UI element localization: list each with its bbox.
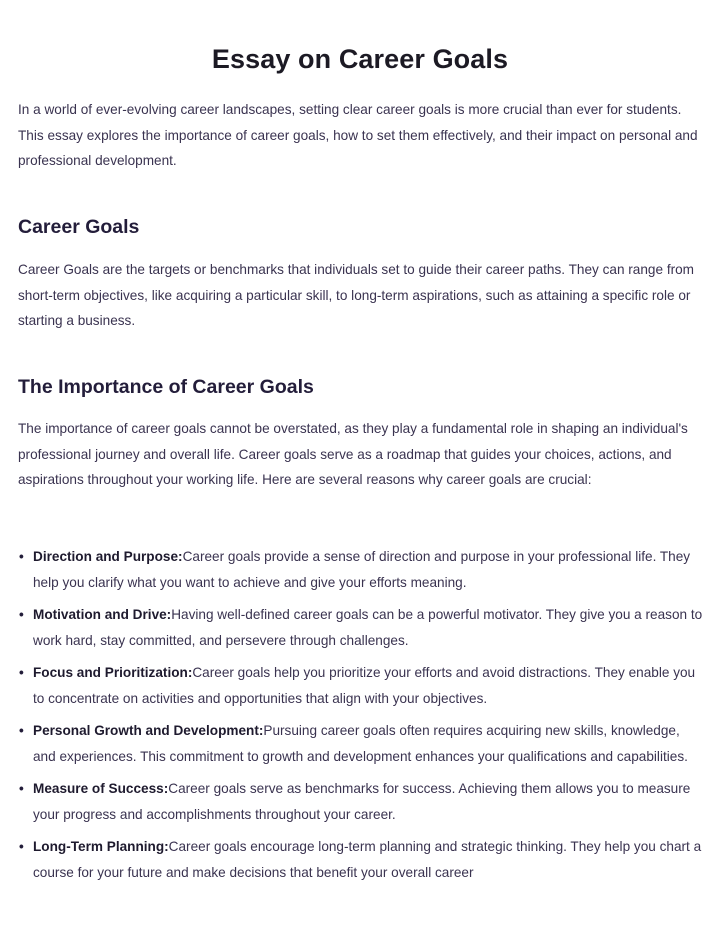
list-item xyxy=(0,660,705,711)
list-item xyxy=(0,544,705,595)
bullet-icon: • xyxy=(19,607,24,622)
list-item-text: Career goals serve as benchmarks for success. Achieving them allows you to measure your progress and accomplishments throughout your career. xyxy=(33,781,691,822)
list-item-text: Pursuing career goals often requires acquiring new skills, knowledge, and experiences. This commitment to growth and development enhances your qualifications and capabilities. xyxy=(33,723,688,764)
list-item-term: Long-Term Planning: xyxy=(33,839,169,854)
section-heading-career-goals: Career Goals xyxy=(18,216,140,238)
list-item-text: Career goals provide a sense of direction and purpose in your professional life. They help you clarify what you want to achieve and give your efforts meaning. xyxy=(33,549,691,590)
bullet-icon: • xyxy=(19,723,24,738)
list-item-term: Personal Growth and Development: xyxy=(33,723,264,738)
bullet-icon: • xyxy=(19,839,24,854)
intro-paragraph: In a world of ever-evolving career landscapes, setting clear career goals is more crucial than ever for students. This essay explores the importance of career goals, how to set them effectively, and their impact on personal and professional development. xyxy=(18,102,698,168)
list-item xyxy=(0,776,705,827)
list-item-text: Career goals encourage long-term planning and strategic thinking. They help you chart a course for your future and make decisions that benefit your overall career xyxy=(33,839,702,880)
section-heading-importance: The Importance of Career Goals xyxy=(18,376,314,398)
bullet-icon: • xyxy=(19,665,24,680)
reasons-list xyxy=(0,544,720,892)
section-paragraph-importance: The importance of career goals cannot be overstated, as they play a fundamental role in shaping an individual's professional journey and overall life. Career goals serve as a roadmap that guides your choices, actions, and aspirations throughout your working life. Here are several reasons why career goals are crucial: xyxy=(18,421,688,487)
list-item xyxy=(0,718,705,769)
list-item xyxy=(0,602,705,653)
section-paragraph-career-goals: Career Goals are the targets or benchmarks that individuals set to guide their career paths. They can range from short-term objectives, like acquiring a particular skill, to long-term aspirations, such as attaining a specific role or starting a business. xyxy=(18,262,695,328)
list-item-text: Career goals help you prioritize your efforts and avoid distractions. They enable you to concentrate on activities and opportunities that align with your objectives. xyxy=(33,665,696,706)
bullet-icon: • xyxy=(19,781,24,796)
list-item-term: Direction and Purpose: xyxy=(33,549,183,564)
list-item-text: Having well-defined career goals can be a powerful motivator. They give you a reason to work hard, stay committed, and persevere through challenges. xyxy=(33,607,703,648)
list-item-term: Motivation and Drive: xyxy=(33,607,172,622)
list-item xyxy=(0,834,705,885)
list-item-term: Focus and Prioritization: xyxy=(33,665,193,680)
list-item-term: Measure of Success: xyxy=(33,781,169,796)
page-title: Essay on Career Goals xyxy=(211,44,509,74)
bullet-icon: • xyxy=(19,549,24,564)
